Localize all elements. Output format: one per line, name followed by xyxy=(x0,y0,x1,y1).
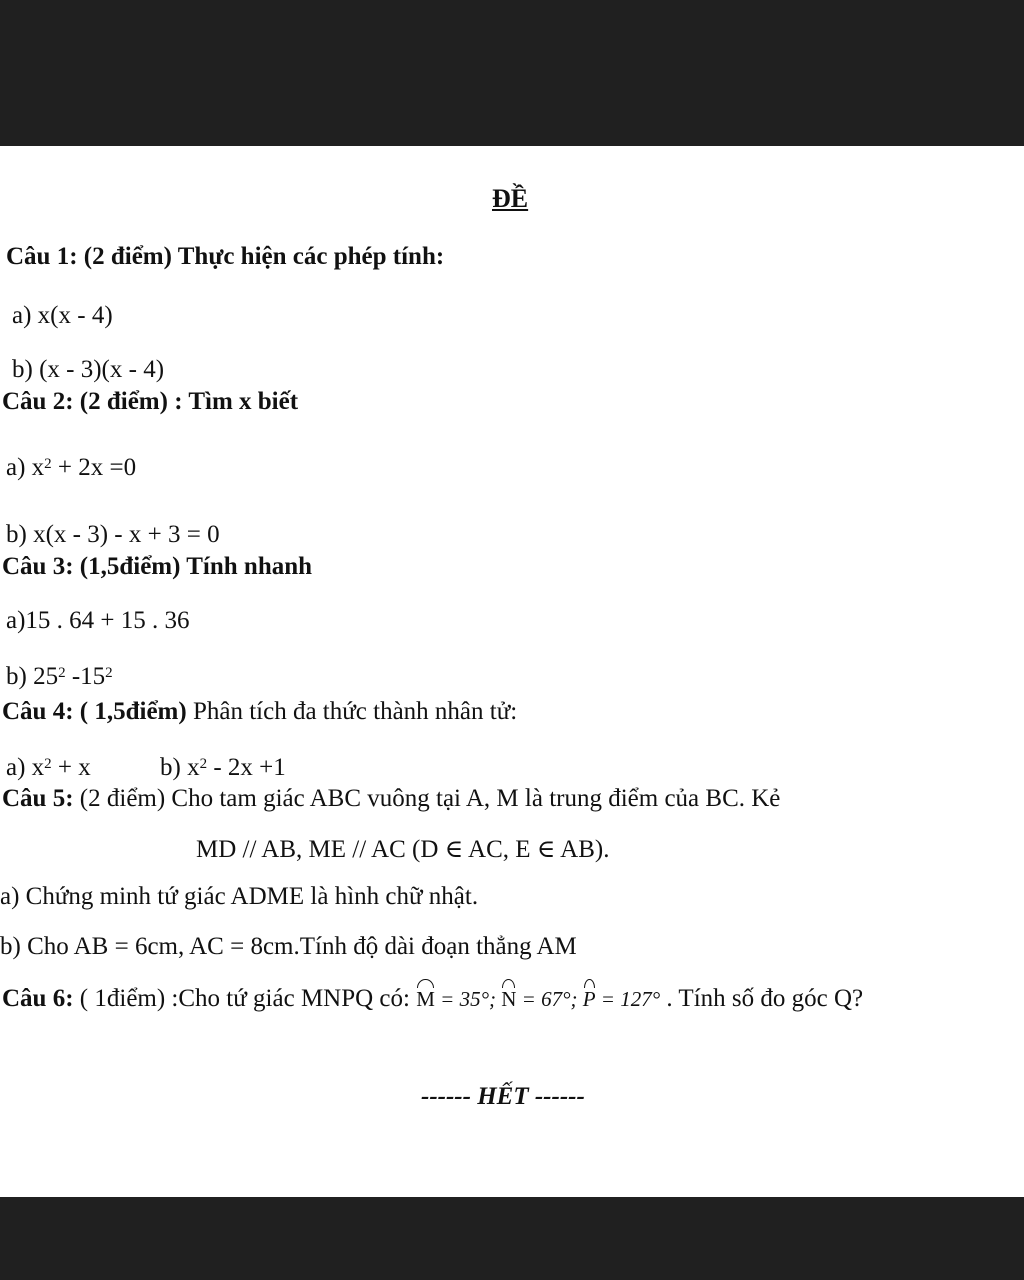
question-3-a: a)15 . 64 + 15 . 36 xyxy=(6,607,190,634)
q5-statement: (2 điểm) Cho tam giác ABC vuông tại A, M là trung điểm của BC. Kẻ xyxy=(73,785,781,812)
question-5-a: a) Chứng minh tứ giác ADME là hình chữ nhật. xyxy=(0,883,479,910)
q2a-exponent: 2 xyxy=(44,456,52,472)
question-5-b: b) Cho AB = 6cm, AC = 8cm.Tính độ dài đoạn thẳng AM xyxy=(0,933,577,960)
question-2-a xyxy=(6,453,136,483)
q6-question: . Tính số đo góc Q? xyxy=(660,985,864,1012)
q4a-rest: + x xyxy=(51,754,91,781)
q3b-exponent-1: 2 xyxy=(58,665,66,681)
question-1-a: a) x(x - 4) xyxy=(12,302,113,329)
question-5-heading xyxy=(2,784,780,814)
question-2-heading: Câu 2: (2 điểm) : Tìm x biết xyxy=(2,388,299,415)
angle-n: N xyxy=(501,984,516,1014)
angle-p-value: = 127° xyxy=(595,987,661,1011)
question-3-heading: Câu 3: (1,5điểm) Tính nhanh xyxy=(2,553,313,580)
question-1-b: b) (x - 3)(x - 4) xyxy=(12,356,165,383)
q4b-base: b) x xyxy=(160,754,200,781)
q4b-rest: - 2x +1 xyxy=(207,754,286,781)
q3b-base: b) 25 xyxy=(6,663,59,690)
q4-label: Câu 4: ( 1,5điểm) xyxy=(2,698,187,725)
question-2-b: b) x(x - 3) - x + 3 = 0 xyxy=(6,521,220,548)
end-marker: ------ HẾT ------ xyxy=(421,1083,585,1110)
angle-m: M xyxy=(416,984,435,1014)
q3b-mid: -15 xyxy=(65,663,106,690)
q5-label: Câu 5: xyxy=(2,785,74,812)
exam-page xyxy=(0,146,1024,1197)
top-dark-bar xyxy=(0,0,1024,146)
angle-m-value: = 35°; xyxy=(434,987,502,1011)
question-3-b xyxy=(6,662,113,692)
question-4-heading xyxy=(2,697,517,727)
q4a-base: a) x xyxy=(6,754,45,781)
q3b-exponent-2: 2 xyxy=(105,665,113,681)
question-1-heading: Câu 1: (2 điểm) Thực hiện các phép tính: xyxy=(6,243,445,270)
bottom-dark-bar xyxy=(0,1197,1024,1280)
question-5-line-2: MD // AB, ME // AC (D ∈ AC, E ∈ AB). xyxy=(196,836,610,863)
q2a-base: a) x xyxy=(6,454,45,481)
angle-p: P xyxy=(583,984,596,1014)
question-4-b xyxy=(160,753,286,783)
angle-n-value: = 67°; xyxy=(516,987,583,1011)
question-6 xyxy=(2,984,863,1014)
exam-title: ĐỀ xyxy=(492,184,529,213)
q4b-exponent: 2 xyxy=(199,756,208,772)
q2a-rest: + 2x =0 xyxy=(51,454,137,481)
q4a-exponent: 2 xyxy=(44,756,52,772)
q6-label: Câu 6: xyxy=(2,985,74,1012)
q4-instruction: Phân tích đa thức thành nhân tử: xyxy=(186,698,518,725)
question-4-a xyxy=(6,753,91,783)
q6-statement: ( 1điểm) :Cho tứ giác MNPQ có: xyxy=(73,985,417,1012)
